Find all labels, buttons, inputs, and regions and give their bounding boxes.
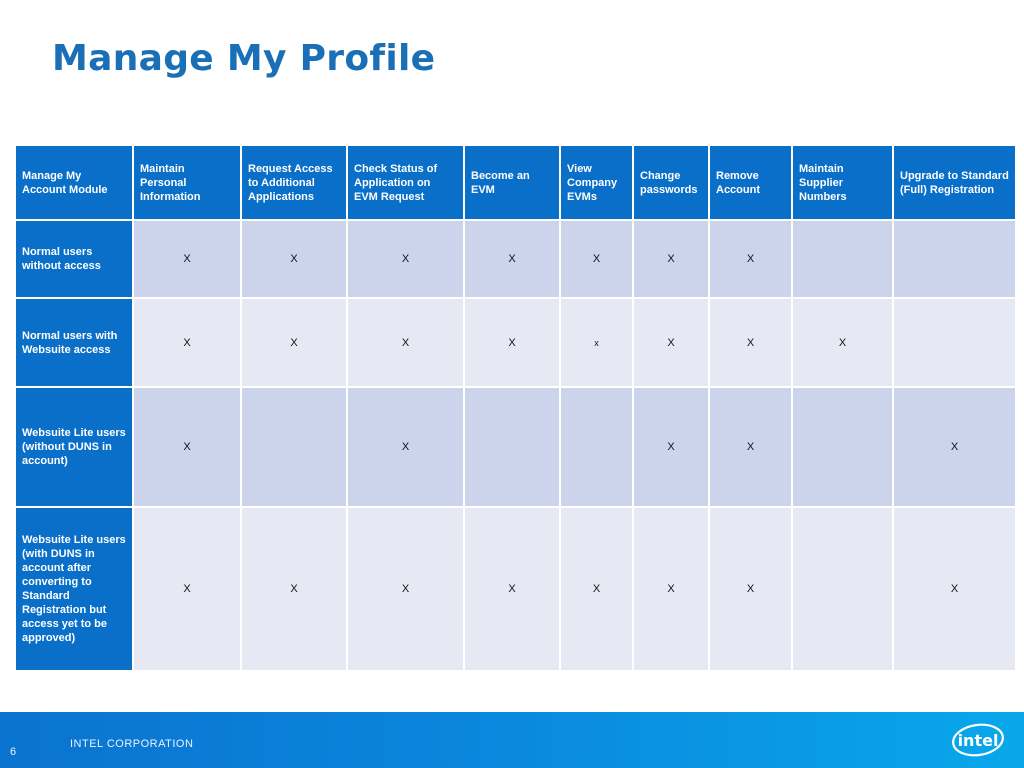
table-cell: X	[348, 388, 463, 506]
footer-bar	[0, 712, 1024, 768]
table-cell: X	[242, 299, 346, 386]
table-cell: X	[634, 299, 708, 386]
table-cell	[242, 388, 346, 506]
table-cell	[465, 388, 559, 506]
table-cell	[793, 388, 892, 506]
table-cell	[894, 299, 1015, 386]
column-header: Upgrade to Standard (Full) Registration	[894, 146, 1015, 219]
table-cell: X	[348, 299, 463, 386]
row-header: Normal users with Websuite access	[16, 299, 132, 386]
table-cell: X	[134, 299, 240, 386]
table-cell: X	[793, 299, 892, 386]
column-header: Request Access to Additional Applications	[242, 146, 346, 219]
table-cell: X	[710, 221, 791, 297]
table-cell: X	[894, 508, 1015, 670]
table-cell: X	[348, 508, 463, 670]
intel-logo-icon	[950, 721, 1006, 759]
table-cell: X	[561, 221, 632, 297]
column-header: View Company EVMs	[561, 146, 632, 219]
column-header: Change passwords	[634, 146, 708, 219]
table-cell: X	[710, 508, 791, 670]
table-cell: X	[634, 221, 708, 297]
table-cell: X	[134, 388, 240, 506]
table-cell: X	[465, 508, 559, 670]
table-cell: X	[134, 508, 240, 670]
permissions-table	[14, 144, 1017, 672]
table-row	[16, 388, 1015, 506]
row-header: Websuite Lite users (with DUNS in account after converting to Standard Registration but access yet to be approved)	[16, 508, 132, 670]
table-cell: X	[634, 508, 708, 670]
table-cell	[561, 388, 632, 506]
table-row	[16, 508, 1015, 670]
table-cell: X	[561, 508, 632, 670]
column-header: Manage My Account Module	[16, 146, 132, 219]
table-cell: X	[710, 299, 791, 386]
table-cell	[793, 508, 892, 670]
logo-text: intel	[957, 731, 999, 750]
table-cell: X	[634, 388, 708, 506]
table-row	[16, 299, 1015, 386]
table-cell: X	[242, 508, 346, 670]
cell-mark-small: x	[594, 337, 599, 348]
table-cell: X	[465, 221, 559, 297]
footer-corporation-text: INTEL CORPORATION	[70, 738, 194, 750]
table-row	[16, 221, 1015, 297]
table-cell	[561, 299, 632, 386]
page-number: 6	[10, 746, 17, 758]
table-cell: X	[894, 388, 1015, 506]
column-header: Check Status of Application on EVM Request	[348, 146, 463, 219]
table-cell: X	[710, 388, 791, 506]
table-header-row	[16, 146, 1015, 219]
table-cell	[894, 221, 1015, 297]
column-header: Maintain Personal Information	[134, 146, 240, 219]
slide-title: Manage My Profile	[52, 38, 436, 79]
table-cell: X	[242, 221, 346, 297]
column-header: Remove Account	[710, 146, 791, 219]
row-header: Normal users without access	[16, 221, 132, 297]
table-cell: X	[134, 221, 240, 297]
column-header: Maintain Supplier Numbers	[793, 146, 892, 219]
column-header: Become an EVM	[465, 146, 559, 219]
row-header: Websuite Lite users (without DUNS in account)	[16, 388, 132, 506]
table-cell: X	[348, 221, 463, 297]
table-cell	[793, 221, 892, 297]
table-cell: X	[465, 299, 559, 386]
